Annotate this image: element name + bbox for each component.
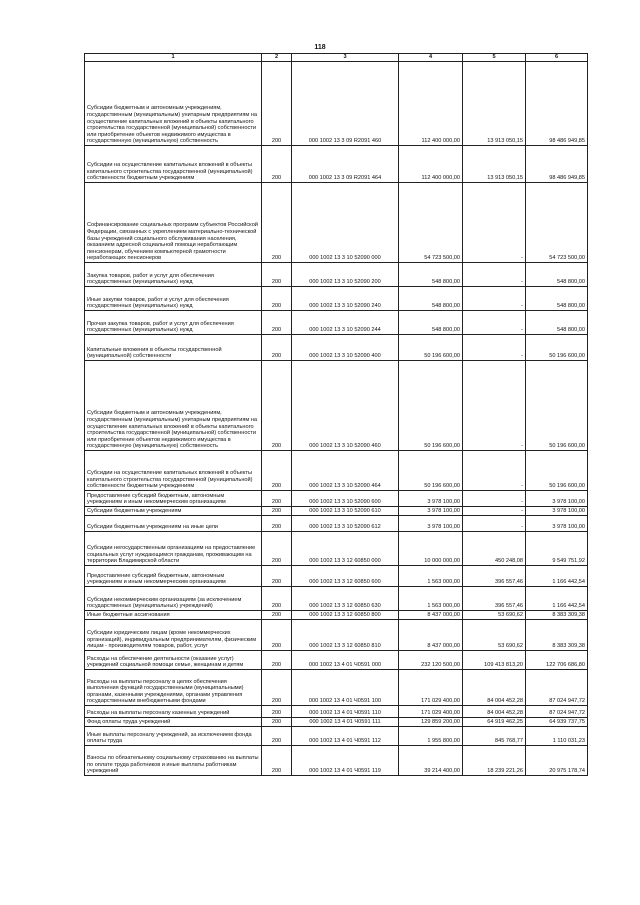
row-remaining: 548 800,00	[526, 287, 588, 311]
row-kbk: 000 1002 13 3 10 52090 600	[292, 491, 399, 507]
row-approved: 50 196 600,00	[399, 361, 463, 451]
row-remaining: 50 196 600,00	[526, 335, 588, 361]
budget-execution-table	[84, 53, 588, 776]
row-executed: 53 690,62	[463, 611, 526, 620]
table-row	[85, 620, 588, 651]
table-row	[85, 451, 588, 491]
row-approved: 3 978 100,00	[399, 516, 463, 532]
table-row	[85, 263, 588, 287]
row-remaining: 3 978 100,00	[526, 507, 588, 516]
row-remaining: 122 706 686,80	[526, 651, 588, 670]
table-row	[85, 532, 588, 566]
table-row	[85, 361, 588, 451]
col-header-3: 3	[292, 54, 399, 62]
row-remaining: 548 800,00	[526, 311, 588, 335]
row-kbk: 000 1002 13 4 01 Ч0591 112	[292, 727, 399, 746]
row-approved: 112 400 000,00	[399, 62, 463, 146]
row-executed: -	[463, 516, 526, 532]
row-remaining: 50 196 600,00	[526, 361, 588, 451]
row-executed: 109 413 813,20	[463, 651, 526, 670]
row-code: 200	[262, 311, 292, 335]
row-remaining: 548 800,00	[526, 263, 588, 287]
row-kbk: 000 1002 13 3 10 52090 000	[292, 183, 399, 263]
row-kbk: 000 1002 13 3 12 60850 630	[292, 587, 399, 611]
row-code: 200	[262, 335, 292, 361]
row-kbk: 000 1002 13 4 01 Ч0591 119	[292, 746, 399, 776]
row-name: Иные выплаты персоналу учреждений, за исключением фонда оплаты труда	[85, 727, 262, 746]
row-kbk: 000 1002 13 3 09 R2091 460	[292, 62, 399, 146]
row-kbk: 000 1002 13 3 10 52090 200	[292, 263, 399, 287]
table-row	[85, 183, 588, 263]
row-kbk: 000 1002 13 3 10 52090 240	[292, 287, 399, 311]
col-header-5: 5	[463, 54, 526, 62]
table-row	[85, 746, 588, 776]
row-approved: 1 563 000,00	[399, 566, 463, 587]
row-code: 200	[262, 620, 292, 651]
row-approved: 171 029 400,00	[399, 670, 463, 706]
row-name: Субсидии бюджетным учреждениям на иные цели	[85, 516, 262, 532]
row-remaining: 1 166 442,54	[526, 587, 588, 611]
page-number: 118	[314, 44, 326, 51]
table-row	[85, 335, 588, 361]
row-name: Капитальные вложения в объекты государственной (муниципальной) собственности	[85, 335, 262, 361]
row-name: Субсидии негосударственным организациям на предоставление социальных услуг нуждающимся гражданам, проживающим на территории Владимирской области	[85, 532, 262, 566]
row-approved: 8 437 000,00	[399, 620, 463, 651]
row-code: 200	[262, 587, 292, 611]
row-kbk: 000 1002 13 3 10 52090 612	[292, 516, 399, 532]
table-row	[85, 670, 588, 706]
row-code: 200	[262, 727, 292, 746]
row-name: Субсидии на осуществление капитальных вложений в объекты капитального строительства государственной (муниципальной) собственности бюджетным учреждениям	[85, 451, 262, 491]
row-approved: 3 978 100,00	[399, 507, 463, 516]
row-executed: 53 690,62	[463, 620, 526, 651]
row-executed: 13 913 050,15	[463, 146, 526, 183]
row-name: Субсидии бюджетным и автономным учреждениям, государственным (муниципальным) унитарным предприятиям на осуществление капитальных вложений в объекты капитального строительства государственной (муниципальной) собственности или приобретение объектов недвижимого имущества в государственную (муниципальную) собственность	[85, 62, 262, 146]
row-remaining: 8 383 309,38	[526, 611, 588, 620]
row-code: 200	[262, 670, 292, 706]
row-approved: 548 800,00	[399, 287, 463, 311]
row-approved: 171 029 400,00	[399, 706, 463, 718]
row-remaining: 9 549 751,92	[526, 532, 588, 566]
row-executed: 845 768,77	[463, 727, 526, 746]
row-name: Субсидии на осуществление капитальных вложений в объекты капитального строительства государственной (муниципальной) собственности бюджетным учреждениям	[85, 146, 262, 183]
row-approved: 10 000 000,00	[399, 532, 463, 566]
row-kbk: 000 1002 13 3 12 60850 810	[292, 620, 399, 651]
row-executed: -	[463, 507, 526, 516]
row-approved: 548 800,00	[399, 263, 463, 287]
col-header-2: 2	[262, 54, 292, 62]
row-name: Предоставление субсидий бюджетным, автономным учреждениям и иным некоммерческим организациям	[85, 566, 262, 587]
row-executed: 84 004 452,28	[463, 706, 526, 718]
col-header-6: 6	[526, 54, 588, 62]
row-approved: 8 437 000,00	[399, 611, 463, 620]
row-name: Иные бюджетные ассигнования	[85, 611, 262, 620]
row-executed: -	[463, 335, 526, 361]
row-executed: -	[463, 287, 526, 311]
row-kbk: 000 1002 13 3 12 60850 000	[292, 532, 399, 566]
table-row	[85, 287, 588, 311]
row-approved: 50 196 600,00	[399, 451, 463, 491]
row-remaining: 3 978 100,00	[526, 491, 588, 507]
row-executed: 396 557,46	[463, 587, 526, 611]
row-approved: 54 723 500,00	[399, 183, 463, 263]
row-approved: 548 800,00	[399, 311, 463, 335]
row-remaining: 87 024 947,72	[526, 670, 588, 706]
row-code: 200	[262, 263, 292, 287]
row-executed: -	[463, 491, 526, 507]
row-remaining: 50 196 600,00	[526, 451, 588, 491]
row-code: 200	[262, 146, 292, 183]
row-executed: -	[463, 311, 526, 335]
row-approved: 3 978 100,00	[399, 491, 463, 507]
row-remaining: 20 975 178,74	[526, 746, 588, 776]
row-approved: 1 955 800,00	[399, 727, 463, 746]
row-name: Расходы на выплаты персоналу в целях обеспечения выполнения функций государственными (муниципальными) органами, казенными учреждениями, органами управления государственными внебюджетными фондами	[85, 670, 262, 706]
row-executed: 18 239 221,26	[463, 746, 526, 776]
row-code: 200	[262, 287, 292, 311]
row-kbk: 000 1002 13 3 12 60850 800	[292, 611, 399, 620]
row-name: Фонд оплаты труда учреждений	[85, 718, 262, 727]
row-name: Субсидии бюджетным и автономным учреждениям, государственным (муниципальным) унитарным предприятиям на осуществление капитальных вложений в объекты капитального строительства государственной (муниципальной) собственности или приобретение объектов недвижимого имущества в государственную (муниципальную) собственность	[85, 361, 262, 451]
table-row	[85, 718, 588, 727]
table-row	[85, 727, 588, 746]
table-row	[85, 62, 588, 146]
row-name: Субсидии бюджетным учреждениям	[85, 507, 262, 516]
row-approved: 232 120 500,00	[399, 651, 463, 670]
row-kbk: 000 1002 13 4 01 Ч0591 111	[292, 718, 399, 727]
row-approved: 39 214 400,00	[399, 746, 463, 776]
row-remaining: 54 723 500,00	[526, 183, 588, 263]
row-remaining: 98 486 949,85	[526, 146, 588, 183]
row-approved: 50 196 600,00	[399, 335, 463, 361]
row-name: Субсидии некоммерческим организациям (за исключением государственных (муниципальных) учреждений)	[85, 587, 262, 611]
row-executed: 13 913 050,15	[463, 62, 526, 146]
row-code: 200	[262, 532, 292, 566]
table-row	[85, 311, 588, 335]
row-remaining: 3 978 100,00	[526, 516, 588, 532]
row-name: Взносы по обязательному социальному страхованию на выплаты по оплате труда работников и иные выплаты работникам учреждений	[85, 746, 262, 776]
row-kbk: 000 1002 13 4 01 Ч0591 000	[292, 651, 399, 670]
table-row	[85, 651, 588, 670]
row-code: 200	[262, 183, 292, 263]
row-executed: -	[463, 361, 526, 451]
row-code: 200	[262, 361, 292, 451]
row-code: 200	[262, 451, 292, 491]
row-executed: 64 919 462,25	[463, 718, 526, 727]
row-code: 200	[262, 62, 292, 146]
row-kbk: 000 1002 13 3 10 52090 610	[292, 507, 399, 516]
row-code: 200	[262, 706, 292, 718]
row-name: Предоставление субсидий бюджетным, автономным учреждениям и иным некоммерческим организациям	[85, 491, 262, 507]
row-kbk: 000 1002 13 4 01 Ч0591 100	[292, 670, 399, 706]
row-remaining: 8 383 309,38	[526, 620, 588, 651]
row-name: Субсидии юридическим лицам (кроме некоммерческих организаций), индивидуальным предпринимателям, физическим лицам - производителям товаров, работ, услуг	[85, 620, 262, 651]
table-row	[85, 706, 588, 718]
row-approved: 1 563 000,00	[399, 587, 463, 611]
row-code: 200	[262, 718, 292, 727]
row-remaining: 98 486 949,85	[526, 62, 588, 146]
column-number-row	[85, 54, 588, 62]
table-row	[85, 146, 588, 183]
row-kbk: 000 1002 13 3 10 52090 244	[292, 311, 399, 335]
table-row	[85, 507, 588, 516]
row-remaining: 64 939 737,75	[526, 718, 588, 727]
row-code: 200	[262, 491, 292, 507]
row-kbk: 000 1002 13 3 10 52090 460	[292, 361, 399, 451]
row-name: Расходы на выплаты персоналу казенных учреждений	[85, 706, 262, 718]
col-header-4: 4	[399, 54, 463, 62]
row-executed: 450 248,08	[463, 532, 526, 566]
row-kbk: 000 1002 13 3 12 60850 600	[292, 566, 399, 587]
row-code: 200	[262, 507, 292, 516]
row-remaining: 1 110 031,23	[526, 727, 588, 746]
table-row	[85, 566, 588, 587]
row-approved: 129 859 200,00	[399, 718, 463, 727]
row-executed: 84 004 452,28	[463, 670, 526, 706]
row-remaining: 1 166 442,54	[526, 566, 588, 587]
table-row	[85, 491, 588, 507]
row-executed: -	[463, 183, 526, 263]
row-executed: -	[463, 451, 526, 491]
row-name: Закупка товаров, работ и услуг для обеспечения государственных (муниципальных) нужд	[85, 263, 262, 287]
row-code: 200	[262, 651, 292, 670]
row-kbk: 000 1002 13 3 10 52090 400	[292, 335, 399, 361]
row-name: Иные закупки товаров, работ и услуг для обеспечения государственных (муниципальных) нужд	[85, 287, 262, 311]
row-code: 200	[262, 516, 292, 532]
table-row	[85, 516, 588, 532]
row-remaining: 87 024 947,72	[526, 706, 588, 718]
row-executed: 396 557,46	[463, 566, 526, 587]
row-kbk: 000 1002 13 3 09 R2091 464	[292, 146, 399, 183]
row-approved: 112 400 000,00	[399, 146, 463, 183]
row-kbk: 000 1002 13 3 10 52090 464	[292, 451, 399, 491]
row-code: 200	[262, 611, 292, 620]
row-kbk: 000 1002 13 4 01 Ч0591 110	[292, 706, 399, 718]
row-code: 200	[262, 746, 292, 776]
table-row	[85, 611, 588, 620]
row-name: Софинансирование социальных программ субъектов Российской Федерации, связанных с укреплением материально-технической базы учреждений социального обслуживания населения, оказанием адресной социальной помощи неработающим пенсионерам, обучением компьютерной грамотности неработающих пенсионеров	[85, 183, 262, 263]
row-name: Прочая закупка товаров, работ и услуг для обеспечения государственных (муниципальных) нужд	[85, 311, 262, 335]
row-name: Расходы на обеспечение деятельности (оказание услуг) учреждений социальной помощи семье, женщинам и детям	[85, 651, 262, 670]
row-executed: -	[463, 263, 526, 287]
row-code: 200	[262, 566, 292, 587]
table-row	[85, 587, 588, 611]
col-header-1: 1	[85, 54, 262, 62]
